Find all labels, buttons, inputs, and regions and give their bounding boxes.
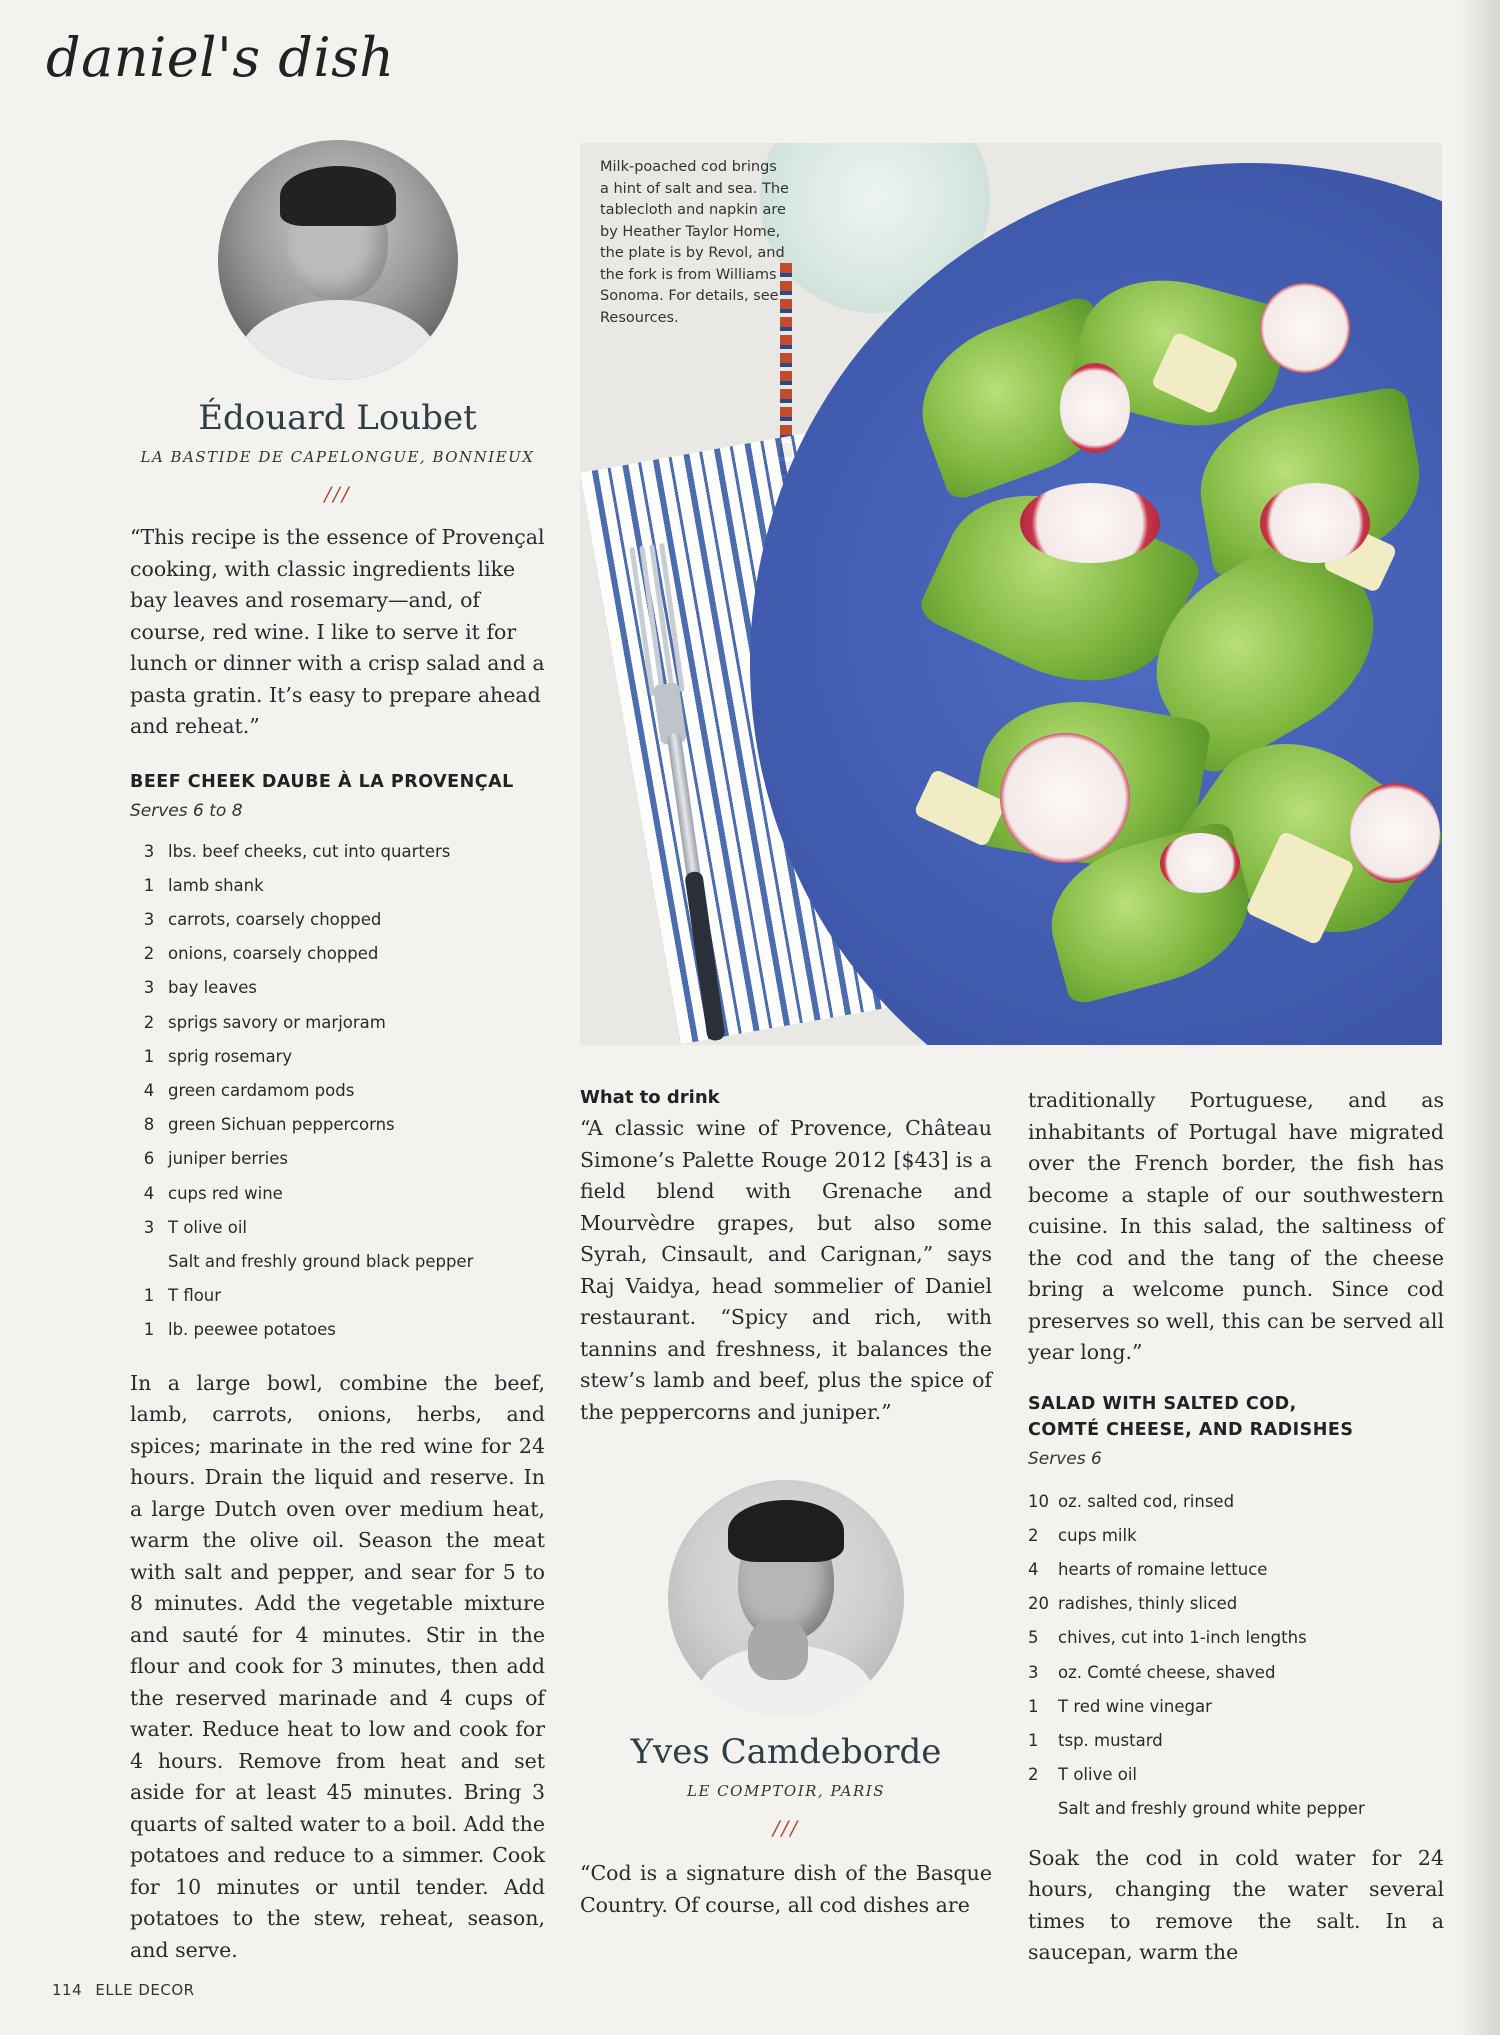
divider-mark: /// xyxy=(772,1816,800,1840)
chef-restaurant: LA BASTIDE DE CAPELONGUE, BONNIEUX xyxy=(140,448,535,466)
recipe-method: Soak the cod in cold water for 24 hours, changing the water several times to remove the salt. In a saucepan, warm the xyxy=(1028,1845,1444,1965)
page-edge-shadow xyxy=(1460,0,1500,2035)
salad xyxy=(900,283,1442,1003)
ingredient-list xyxy=(1028,1485,1444,1827)
ingredient-row: 6 juniper berries xyxy=(143,1149,288,1169)
chef-quote-continued: traditionally Portuguese, and as inhabitants of Portugal have migrated over the French border, the fish has become a staple of our southwestern cuisine. In this salad, the saltiness of the cod and the tang of the cheese bring a welcome punch. Since cod preserves so well, this can be served all year long.” xyxy=(1028,1088,1444,1364)
ingredient-row: 1 T red wine vinegar xyxy=(1028,1696,1212,1716)
recipe-title: BEEF CHEEK DAUBE À LA PROVENÇAL xyxy=(130,771,514,792)
ingredient-row: 1 tsp. mustard xyxy=(1028,1730,1163,1750)
left-column xyxy=(130,140,545,1966)
salad-photo xyxy=(580,143,1442,1045)
ingredient-list xyxy=(130,835,545,1348)
recipe-serves: Serves 6 to 8 xyxy=(130,800,243,821)
ingredient-row: 1 T flour xyxy=(143,1286,222,1306)
ingredient-row: 1 lb. peewee potatoes xyxy=(143,1320,336,1340)
page-footer xyxy=(52,1981,195,1999)
ingredient-row: 2 onions, coarsely chopped xyxy=(143,944,379,964)
chef-quote: “Cod is a signature dish of the Basque Country. Of course, all cod dishes are xyxy=(580,1861,992,1917)
ingredient-row: 1 lamb shank xyxy=(143,875,264,895)
magazine-name: ELLE DECOR xyxy=(95,1981,195,1999)
page-number: 114 xyxy=(52,1981,83,1999)
ingredient-row: 8 green Sichuan peppercorns xyxy=(143,1115,395,1135)
chef-name: Yves Camdeborde xyxy=(630,1732,942,1772)
ingredient-row: Salt and freshly ground white pepper xyxy=(1058,1799,1365,1819)
ingredient-row: 4 green cardamom pods xyxy=(143,1080,355,1100)
ingredient-row: 1 sprig rosemary xyxy=(143,1046,293,1066)
ingredient-row: 5 chives, cut into 1-inch lengths xyxy=(1028,1628,1307,1648)
ingredient-row: 3 bay leaves xyxy=(143,978,257,998)
chef-portrait-loubet xyxy=(218,140,458,380)
ingredient-row: 3 carrots, coarsely chopped xyxy=(143,909,382,929)
recipe-title xyxy=(1028,1391,1444,1443)
ingredient-row: 2 T olive oil xyxy=(1028,1765,1138,1785)
chef-portrait-camdeborde xyxy=(668,1480,904,1716)
section-title: daniel's dish xyxy=(46,26,395,89)
ingredient-row: 2 sprigs savory or marjoram xyxy=(143,1012,386,1032)
drink-text: “A classic wine of Provence, Château Simone’s Palette Rouge 2012 [$43] is a field blend with Grenache and Mourvèdre grapes, but also some Syrah, Cinsault, and Carignan,” says Raj Vaidya, head sommelier of Daniel restaurant. “Spicy and rich, with tannins and freshness, it balances the stew’s lamb and beef, plus the spice of the peppercorns and juniper.” xyxy=(580,1116,992,1424)
chef-name: Édouard Loubet xyxy=(198,398,477,438)
ingredient-row: 3 oz. Comté cheese, shaved xyxy=(1028,1662,1276,1682)
ingredient-row: 3 T olive oil xyxy=(143,1217,248,1237)
ingredient-row: 2 cups milk xyxy=(1028,1525,1137,1545)
ingredient-row: 3 lbs. beef cheeks, cut into quarters xyxy=(143,841,451,861)
chef-restaurant: LE COMPTOIR, PARIS xyxy=(686,1782,885,1800)
recipe-title-line-2: COMTÉ CHEESE, AND RADISHES xyxy=(1028,1419,1354,1440)
ingredient-row: 20 radishes, thinly sliced xyxy=(1028,1594,1238,1614)
photo-caption: Milk-poached cod brings a hint of salt and sea. The tablecloth and napkin are by Heather Taylor Home, the plate is by Revol, and the fork is from Williams Sonoma. For details, see Resources. xyxy=(600,159,789,326)
ingredient-row: 10 oz. salted cod, rinsed xyxy=(1028,1491,1235,1511)
recipe-serves: Serves 6 xyxy=(1028,1448,1102,1469)
ingredient-row: Salt and freshly ground black pepper xyxy=(168,1251,474,1271)
divider-mark: /// xyxy=(324,482,351,506)
what-to-drink-heading: What to drink xyxy=(580,1087,720,1108)
ingredient-row: 4 cups red wine xyxy=(143,1183,283,1203)
recipe-title-line-1: SALAD WITH SALTED COD, xyxy=(1028,1393,1297,1414)
ingredient-row: 4 hearts of romaine lettuce xyxy=(1028,1559,1268,1579)
middle-column xyxy=(580,1085,992,1921)
recipe-method: In a large bowl, combine the beef, lamb, carrots, onions, herbs, and spices; marinate in the red wine for 24 hours. Drain the liquid and reserve. In a large Dutch oven over medium heat, warm the olive oil. Season the meat with salt and pepper, and sear for 5 to 8 minutes. Add the vegetable mixture and sauté for 4 minutes. Stir in the flour and cook for 3 minutes, then add the reserved marinade and 4 cups of water. Reduce heat to low and cook for 4 hours. Remove from heat and set aside for at least 45 minutes. Bring 3 quarts of salted water to a boil. Add the potatoes and reduce to a simmer. Cook for 10 minutes or until tender. Add potatoes to the stew, reheat, season, and serve. xyxy=(130,1370,545,1962)
chef-quote: “This recipe is the essence of Provençal cooking, with classic ingredients like bay leaves and rosemary—and, of course, red wine. I like to serve it for lunch or dinner with a crisp salad and a pasta gratin. It’s easy to prepare ahead and reheat.” xyxy=(130,525,545,738)
right-column xyxy=(1028,1085,1444,1969)
